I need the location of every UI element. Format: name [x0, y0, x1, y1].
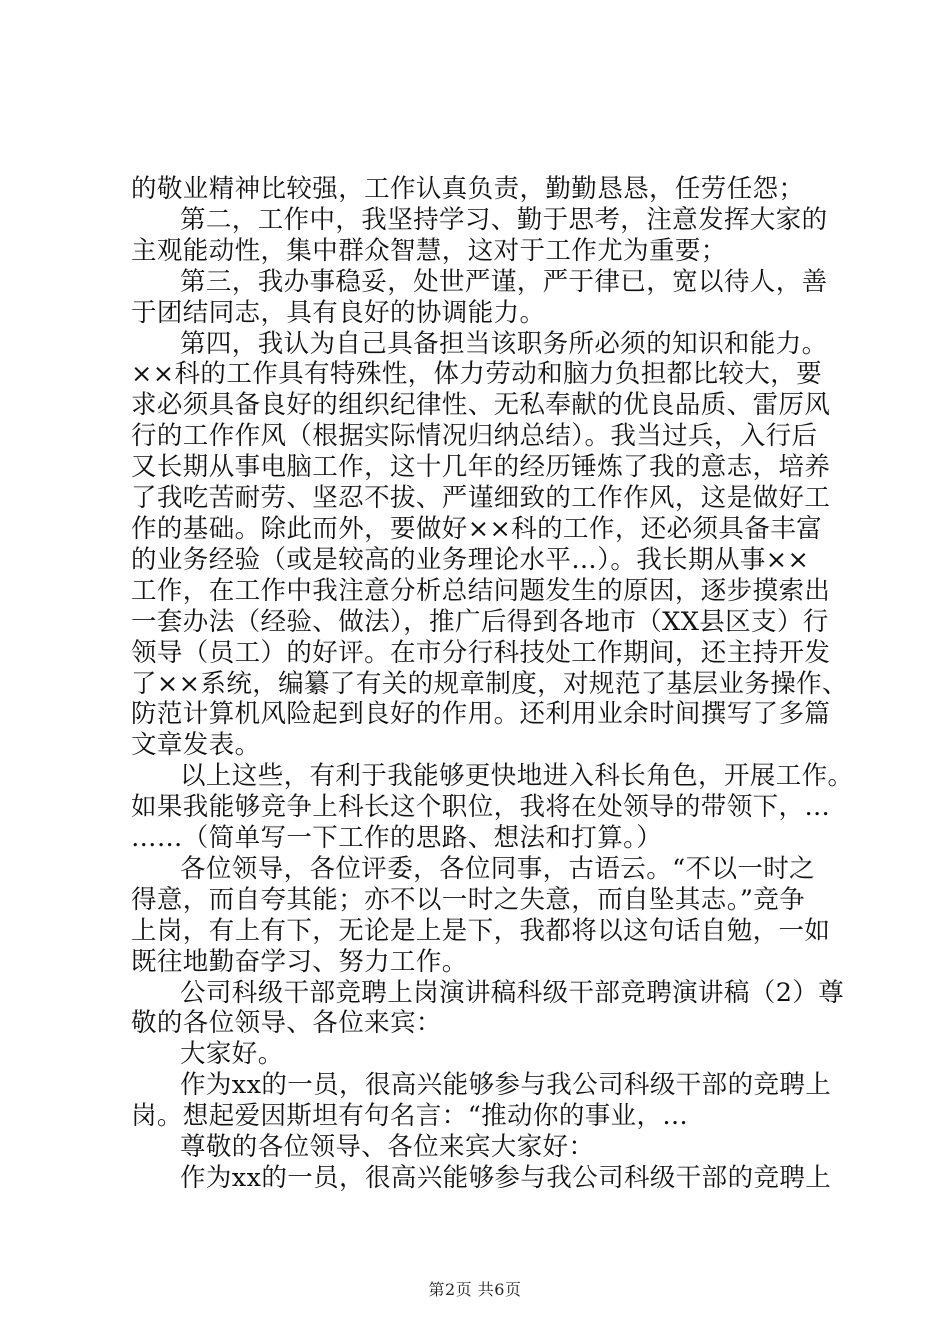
text-line: 敬的各位领导、各位来宾： [131, 1008, 442, 1039]
text-line: ……（简单写一下工作的思路、想法和打算。） [131, 823, 663, 854]
text-line: 各位领导，各位评委，各位同事，古语云。“不以一时之 [180, 853, 816, 884]
text-line: 防范计算机风险起到良好的作用。还利用业余时间撰写了多篇 [131, 699, 831, 730]
text-line: 作为xx的一员，很高兴能够参与我公司科级干部的竞聘上 [180, 1163, 832, 1193]
text-line: 第二，工作中，我坚持学习、勤于思考，注意发挥大家的 [180, 204, 828, 235]
text-line: 第三，我办事稳妥，处世严谨，严于律已，宽以待人，善 [180, 266, 828, 297]
text-line: 主观能动性，集中群众智慧，这对于工作尤为重要； [131, 235, 727, 266]
text-line: 文章发表。 [131, 730, 261, 761]
text-line: 领导（员工）的好评。在市分行科技处工作期间，还主持开发 [131, 637, 831, 668]
text-line: 既往地勤奋学习、努力工作。 [131, 946, 468, 977]
text-line: 公司科级干部竞聘上岗演讲稿科级干部竞聘演讲稿（2）尊 [180, 977, 845, 1008]
text-line: 尊敬的各位领导、各位来宾大家好： [180, 1132, 595, 1163]
text-line: 得意，而自夸其能；亦不以一时之失意，而自坠其志。”竞争 [131, 884, 806, 915]
text-line: 行的工作作风（根据实际情况归纳总结）。我当过兵，入行后 [131, 421, 818, 452]
text-line: 一套办法（经验、做法），推广后得到各地市（XX县区支）行 [131, 606, 829, 637]
page-footer: 第2页 共6页 [428, 1280, 522, 1299]
text-line: 了我吃苦耐劳、坚忍不拔、严谨细致的工作作风，这是做好工 [131, 483, 831, 514]
text-line: 作的基础。除此而外，要做好××科的工作，还必须具备丰富 [131, 513, 823, 544]
text-line: ××科的工作具有特殊性，体力劳动和脑力负担都比较大，要 [131, 359, 823, 390]
text-line: 工作，在工作中我注意分析总结问题发生的原因，逐步摸索出 [131, 575, 831, 606]
text-line: 如果我能够竞争上科长这个职位，我将在处领导的带领下，… [131, 792, 831, 823]
text-line: 求必须具备良好的组织纪律性、无私奉献的优良品质、雷厉风 [131, 390, 831, 421]
text-line: 了××系统，编纂了有关的规章制度，对规范了基层业务操作、 [131, 668, 848, 699]
text-line: 的业务经验（或是较高的业务理论水平…）。我长期从事×× [131, 544, 810, 575]
text-line: 的敬业精神比较强，工作认真负责，勤勤恳恳，任劳任怨； [131, 174, 805, 204]
text-line: 以上这些，有利于我能够更快地进入科长角色，开展工作。 [180, 761, 854, 792]
text-line: 又长期从事电脑工作，这十几年的经历锤炼了我的意志，培养 [131, 452, 831, 483]
text-line: 于团结同志，具有良好的协调能力。 [131, 297, 546, 328]
text-line: 上岗，有上有下，无论是上是下，我都将以这句话自勉，一如 [131, 915, 831, 946]
text-line: 第四，我认为自己具备担当该职务所必须的知识和能力。 [180, 328, 828, 359]
document-body [131, 174, 854, 1194]
text-line: 大家好。 [180, 1039, 284, 1070]
text-line: 岗。想起爱因斯坦有句名言：“推动你的事业，... [131, 1101, 688, 1132]
text-line: 作为xx的一员，很高兴能够参与我公司科级干部的竞聘上 [180, 1070, 832, 1101]
